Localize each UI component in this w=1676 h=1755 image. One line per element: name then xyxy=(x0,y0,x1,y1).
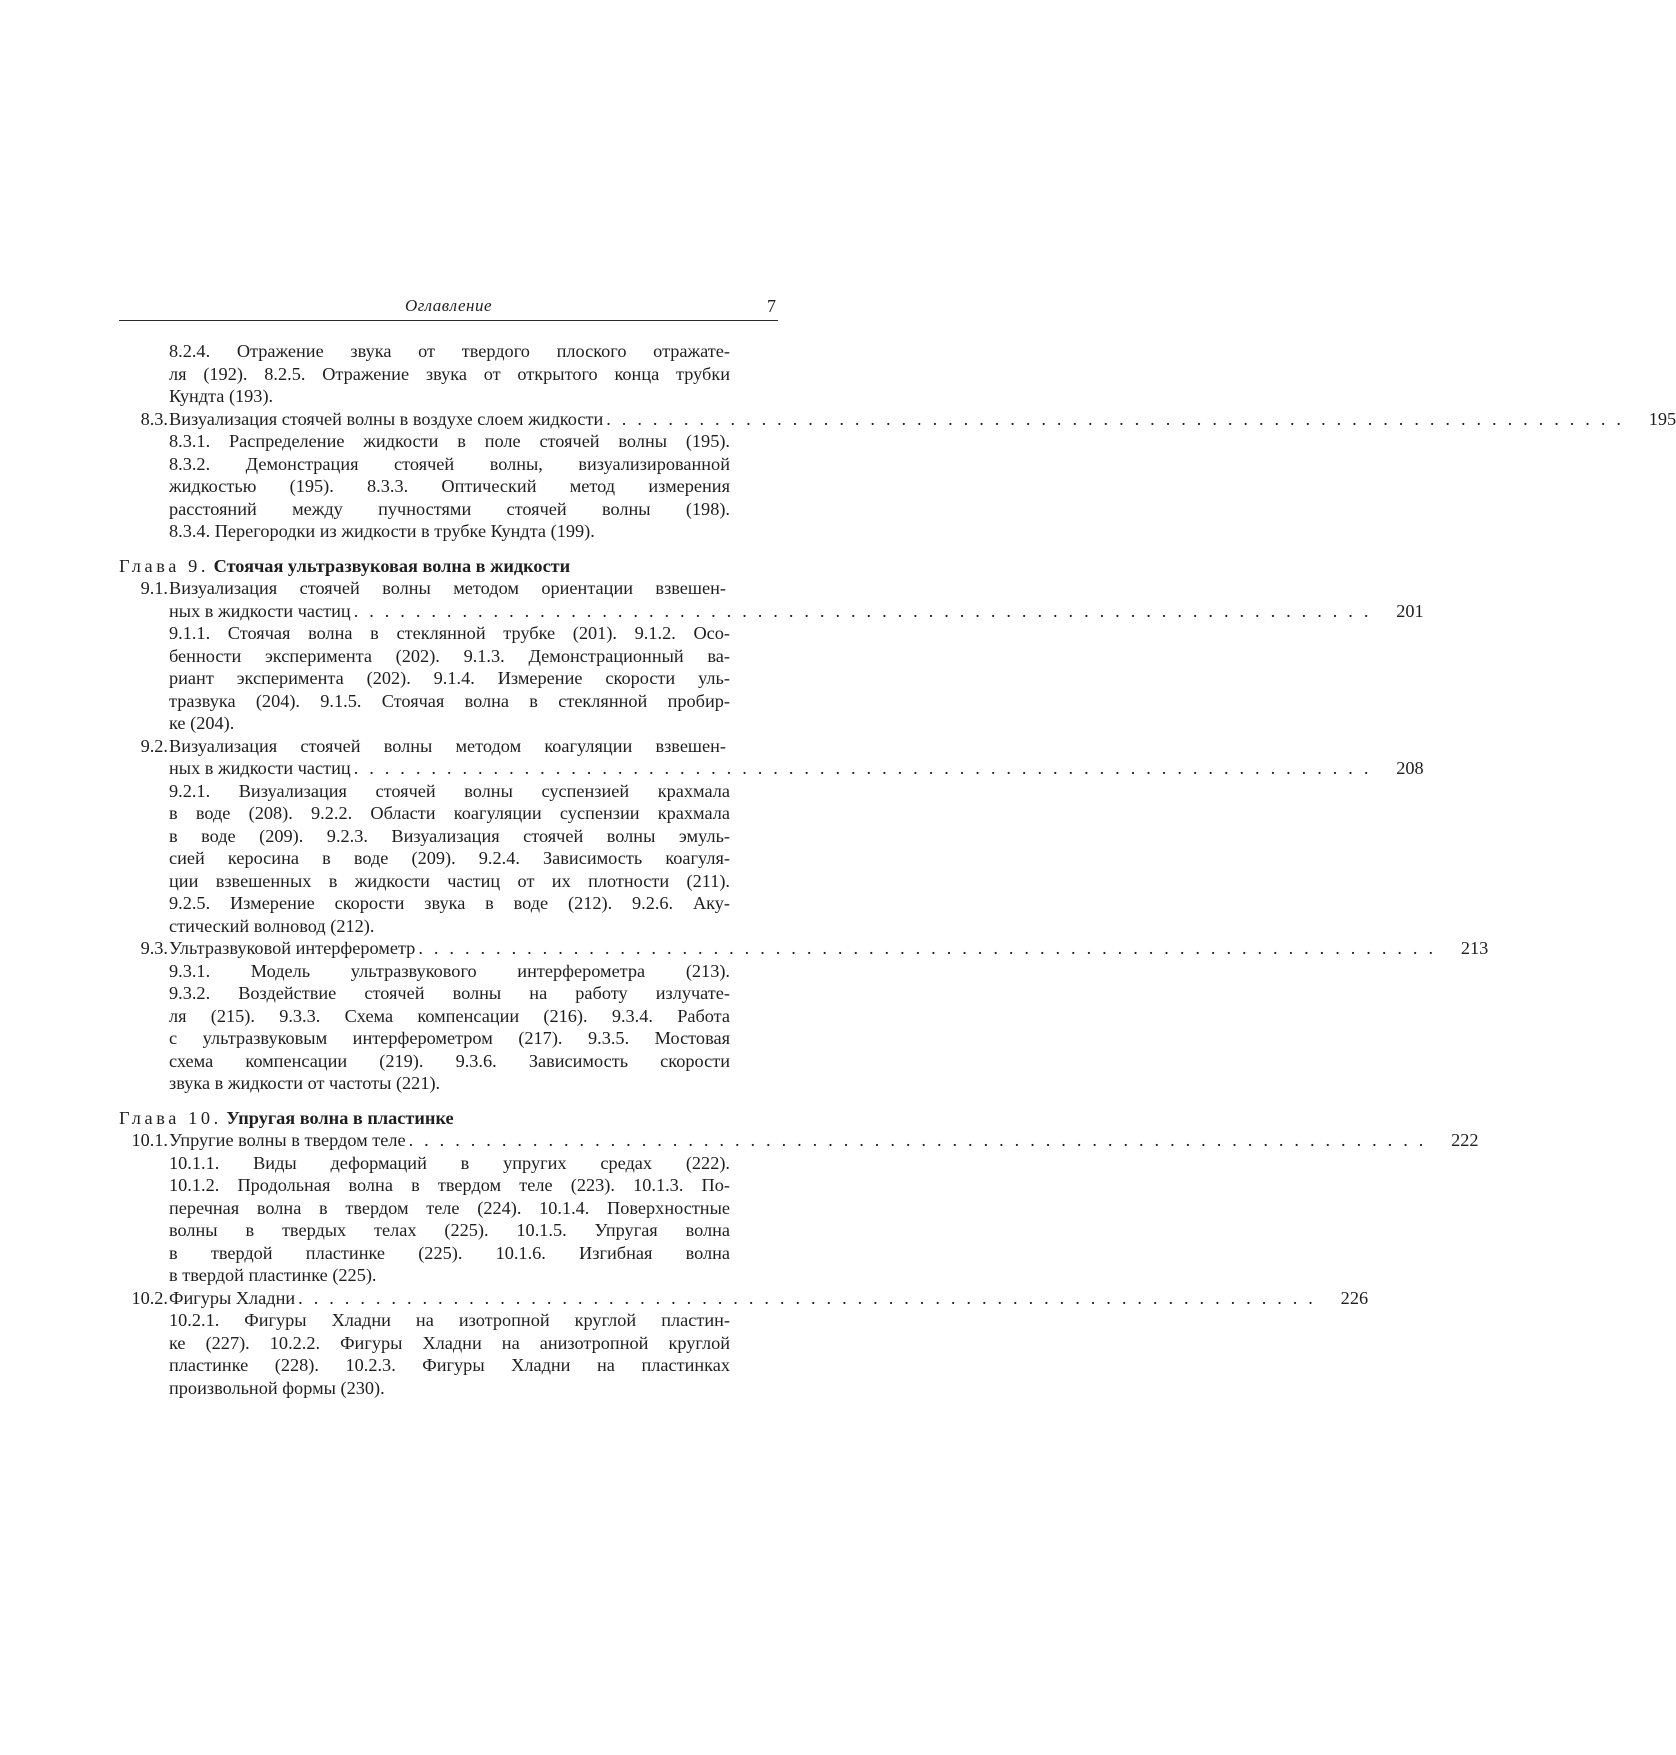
chapter-heading xyxy=(119,1107,778,1130)
subsection-line: 9.1.1. Стоячая волна в стеклянной трубке (201). 9.1.2. Осо- xyxy=(169,623,730,643)
subsection-line: в твердой пластинке (225). xyxy=(169,1265,377,1285)
subsection-line: тразвука (204). 9.1.5. Стоячая волна в стеклянной пробир- xyxy=(169,690,730,711)
subsection-line: с ультразвуковым интерферометром (217). 9.3.5. Мостовая xyxy=(169,1028,730,1048)
subsection-line: сией керосина в воде (209). 9.2.4. Зависимость коагуля- xyxy=(169,848,730,868)
section-title: Визуализация стоячей волны методом коагуляции взвешен- xyxy=(169,735,726,756)
section-number: 9.3. xyxy=(140,938,168,958)
subsection-line: 10.1.2. Продольная волна в твердом теле (223). 10.1.3. По- xyxy=(169,1175,730,1195)
toc-section-entry xyxy=(119,937,1489,960)
section-number: 9.1. xyxy=(140,578,168,598)
subsection-line: звука в жидкости от частоты (221). xyxy=(169,1073,441,1093)
toc-section-entry xyxy=(119,600,1424,623)
subsection-list xyxy=(119,622,730,735)
section-page: 213 xyxy=(1460,938,1489,958)
toc-section-entry xyxy=(119,1129,1479,1152)
toc-section-entry xyxy=(119,408,1676,431)
subsection-line: ля (215). 9.3.3. Схема компенсации (216). 9.3.4. Работа xyxy=(169,1005,730,1026)
chapter-title: Упругая волна в пластинке xyxy=(226,1107,454,1128)
section-title: ных в жидкости частиц xyxy=(169,600,351,621)
section-title: Визуализация стоячей волны в воздухе слоем жидкости xyxy=(169,408,604,429)
dot-leader: . . . . . . . . . . . . . . . . . . . . . . . . . . . . . . . . . . . . . . . . . . . . . . . . . . . . . . . . . . . . . . . . . . xyxy=(353,600,1372,621)
subsection-line: в твердой пластинке (225). 10.1.6. Изгибная волна xyxy=(169,1242,730,1263)
toc-section-entry xyxy=(119,757,1424,780)
subsection-line: Кундта (193). xyxy=(169,386,274,406)
subsection-line: волны в твердых телах (225). 10.1.5. Упругая волна xyxy=(169,1220,730,1240)
section-page xyxy=(732,577,778,600)
dot-leader: . . . . . . . . . . . . . . . . . . . . . . . . . . . . . . . . . . . . . . . . . . . . . . . . . . . . . . . . . . . . . . . . . . xyxy=(408,1130,1427,1150)
toc-section-entry xyxy=(119,735,778,758)
subsection-line: 8.3.2. Демонстрация стоячей волны, визуализированной xyxy=(169,453,730,474)
subsection-list xyxy=(119,340,730,408)
subsection-line: расстояний между пучностями стоячей волны (198). xyxy=(169,498,730,519)
section-title: Фигуры Хладни xyxy=(169,1287,296,1308)
subsection-line: 8.3.1. Распределение жидкости в поле стоячей волны (195). xyxy=(169,431,730,451)
section-number xyxy=(119,600,168,623)
subsection-line: риант эксперимента (202). 9.1.4. Измерение скорости уль- xyxy=(169,668,730,688)
subsection-line: жидкостью (195). 8.3.3. Оптический метод измерения xyxy=(169,476,730,496)
running-head xyxy=(119,296,778,321)
section-title: Ультразвуковой интерферометр xyxy=(169,938,416,958)
section-page xyxy=(732,735,778,758)
chapter-title: Стоячая ультразвуковая волна в жидкости xyxy=(213,555,571,576)
subsection-line: 8.2.4. Отражение звука от твердого плоского отражате- xyxy=(169,341,730,361)
section-title: ных в жидкости частиц xyxy=(169,758,351,778)
dot-leader: . . . . . . . . . . . . . . . . . . . . . . . . . . . . . . . . . . . . . . . . . . . . . . . . . . . . . . . . . . . . . . . . . . xyxy=(353,758,1372,778)
table-of-contents xyxy=(119,340,1676,1399)
subsection-line: схема компенсации (219). 9.3.6. Зависимость скорости xyxy=(169,1050,730,1071)
toc-section-entry xyxy=(119,1287,1369,1310)
section-page: 222 xyxy=(1451,1130,1479,1150)
subsection-line: ке (227). 10.2.2. Фигуры Хладни на анизотропной круглой xyxy=(169,1332,730,1353)
subsection-line: 9.3.2. Воздействие стоячей волны на работу излучате- xyxy=(169,983,730,1003)
chapter-heading xyxy=(119,555,778,578)
subsection-line: 9.2.5. Измерение скорости звука в воде (212). 9.2.6. Аку- xyxy=(169,893,730,913)
subsection-line: 10.2.1. Фигуры Хладни на изотропной круглой пластин- xyxy=(169,1310,730,1330)
subsection-line: стический волновод (212). xyxy=(169,915,375,936)
subsection-list xyxy=(119,780,730,938)
section-page: 201 xyxy=(1396,600,1424,621)
section-number: 8.3. xyxy=(140,408,168,429)
section-number: 10.2. xyxy=(131,1287,168,1308)
section-number xyxy=(119,757,168,780)
dot-leader: . . . . . . . . . . . . . . . . . . . . . . . . . . . . . . . . . . . . . . . . . . . . . . . . . . . . . . . . . . . . . . . . . . xyxy=(606,408,1625,429)
subsection-line: ке (204). xyxy=(169,713,235,733)
subsection-line: произвольной формы (230). xyxy=(169,1377,385,1398)
subsection-list xyxy=(119,1309,730,1399)
subsection-line: 9.2.1. Визуализация стоячей волны суспензией крахмала xyxy=(169,780,730,801)
section-title: Визуализация стоячей волны методом ориентации взвешен- xyxy=(169,578,726,598)
section-title: Упругие волны в твердом теле xyxy=(169,1130,406,1150)
subsection-list xyxy=(119,1152,730,1287)
subsection-line: перечная волна в твердом теле (224). 10.1.4. Поверхностные xyxy=(169,1197,730,1218)
subsection-line: 8.3.4. Перегородки из жидкости в трубке Кундта (199). xyxy=(169,521,595,541)
dot-leader: . . . . . . . . . . . . . . . . . . . . . . . . . . . . . . . . . . . . . . . . . . . . . . . . . . . . . . . . . . . . . . . . . . xyxy=(298,1287,1317,1308)
subsection-line: в воде (209). 9.2.3. Визуализация стоячей волны эмуль- xyxy=(169,825,730,846)
subsection-line: бенности эксперимента (202). 9.1.3. Демонстрационный ва- xyxy=(169,645,730,666)
section-number: 10.1. xyxy=(131,1130,168,1150)
toc-section-entry xyxy=(119,577,778,600)
page-number: 7 xyxy=(767,296,776,316)
subsection-line: пластинке (228). 10.2.3. Фигуры Хладни на пластинках xyxy=(169,1355,730,1375)
running-title: Оглавление xyxy=(404,296,493,315)
subsection-line: ля (192). 8.2.5. Отражение звука от открытого конца трубки xyxy=(169,363,730,384)
subsection-list xyxy=(119,430,730,543)
section-page: 195 xyxy=(1648,408,1676,429)
section-page: 226 xyxy=(1340,1287,1369,1308)
subsection-line: 9.3.1. Модель ультразвукового интерферометра (213). xyxy=(169,960,730,981)
chapter-label: Глава 9. xyxy=(119,555,210,576)
section-page: 208 xyxy=(1396,758,1424,778)
chapter-label: Глава 10. xyxy=(119,1107,222,1128)
dot-leader: . . . . . . . . . . . . . . . . . . . . . . . . . . . . . . . . . . . . . . . . . . . . . . . . . . . . . . . . . . . . . . . . . . xyxy=(418,938,1437,958)
subsection-line: в воде (208). 9.2.2. Области коагуляции суспензии крахмала xyxy=(169,803,730,823)
subsection-line: ции взвешенных в жидкости частиц от их плотности (211). xyxy=(169,870,730,891)
subsection-list xyxy=(119,960,730,1095)
subsection-line: 10.1.1. Виды деформаций в упругих средах (222). xyxy=(169,1152,730,1173)
section-number: 9.2. xyxy=(140,735,168,756)
